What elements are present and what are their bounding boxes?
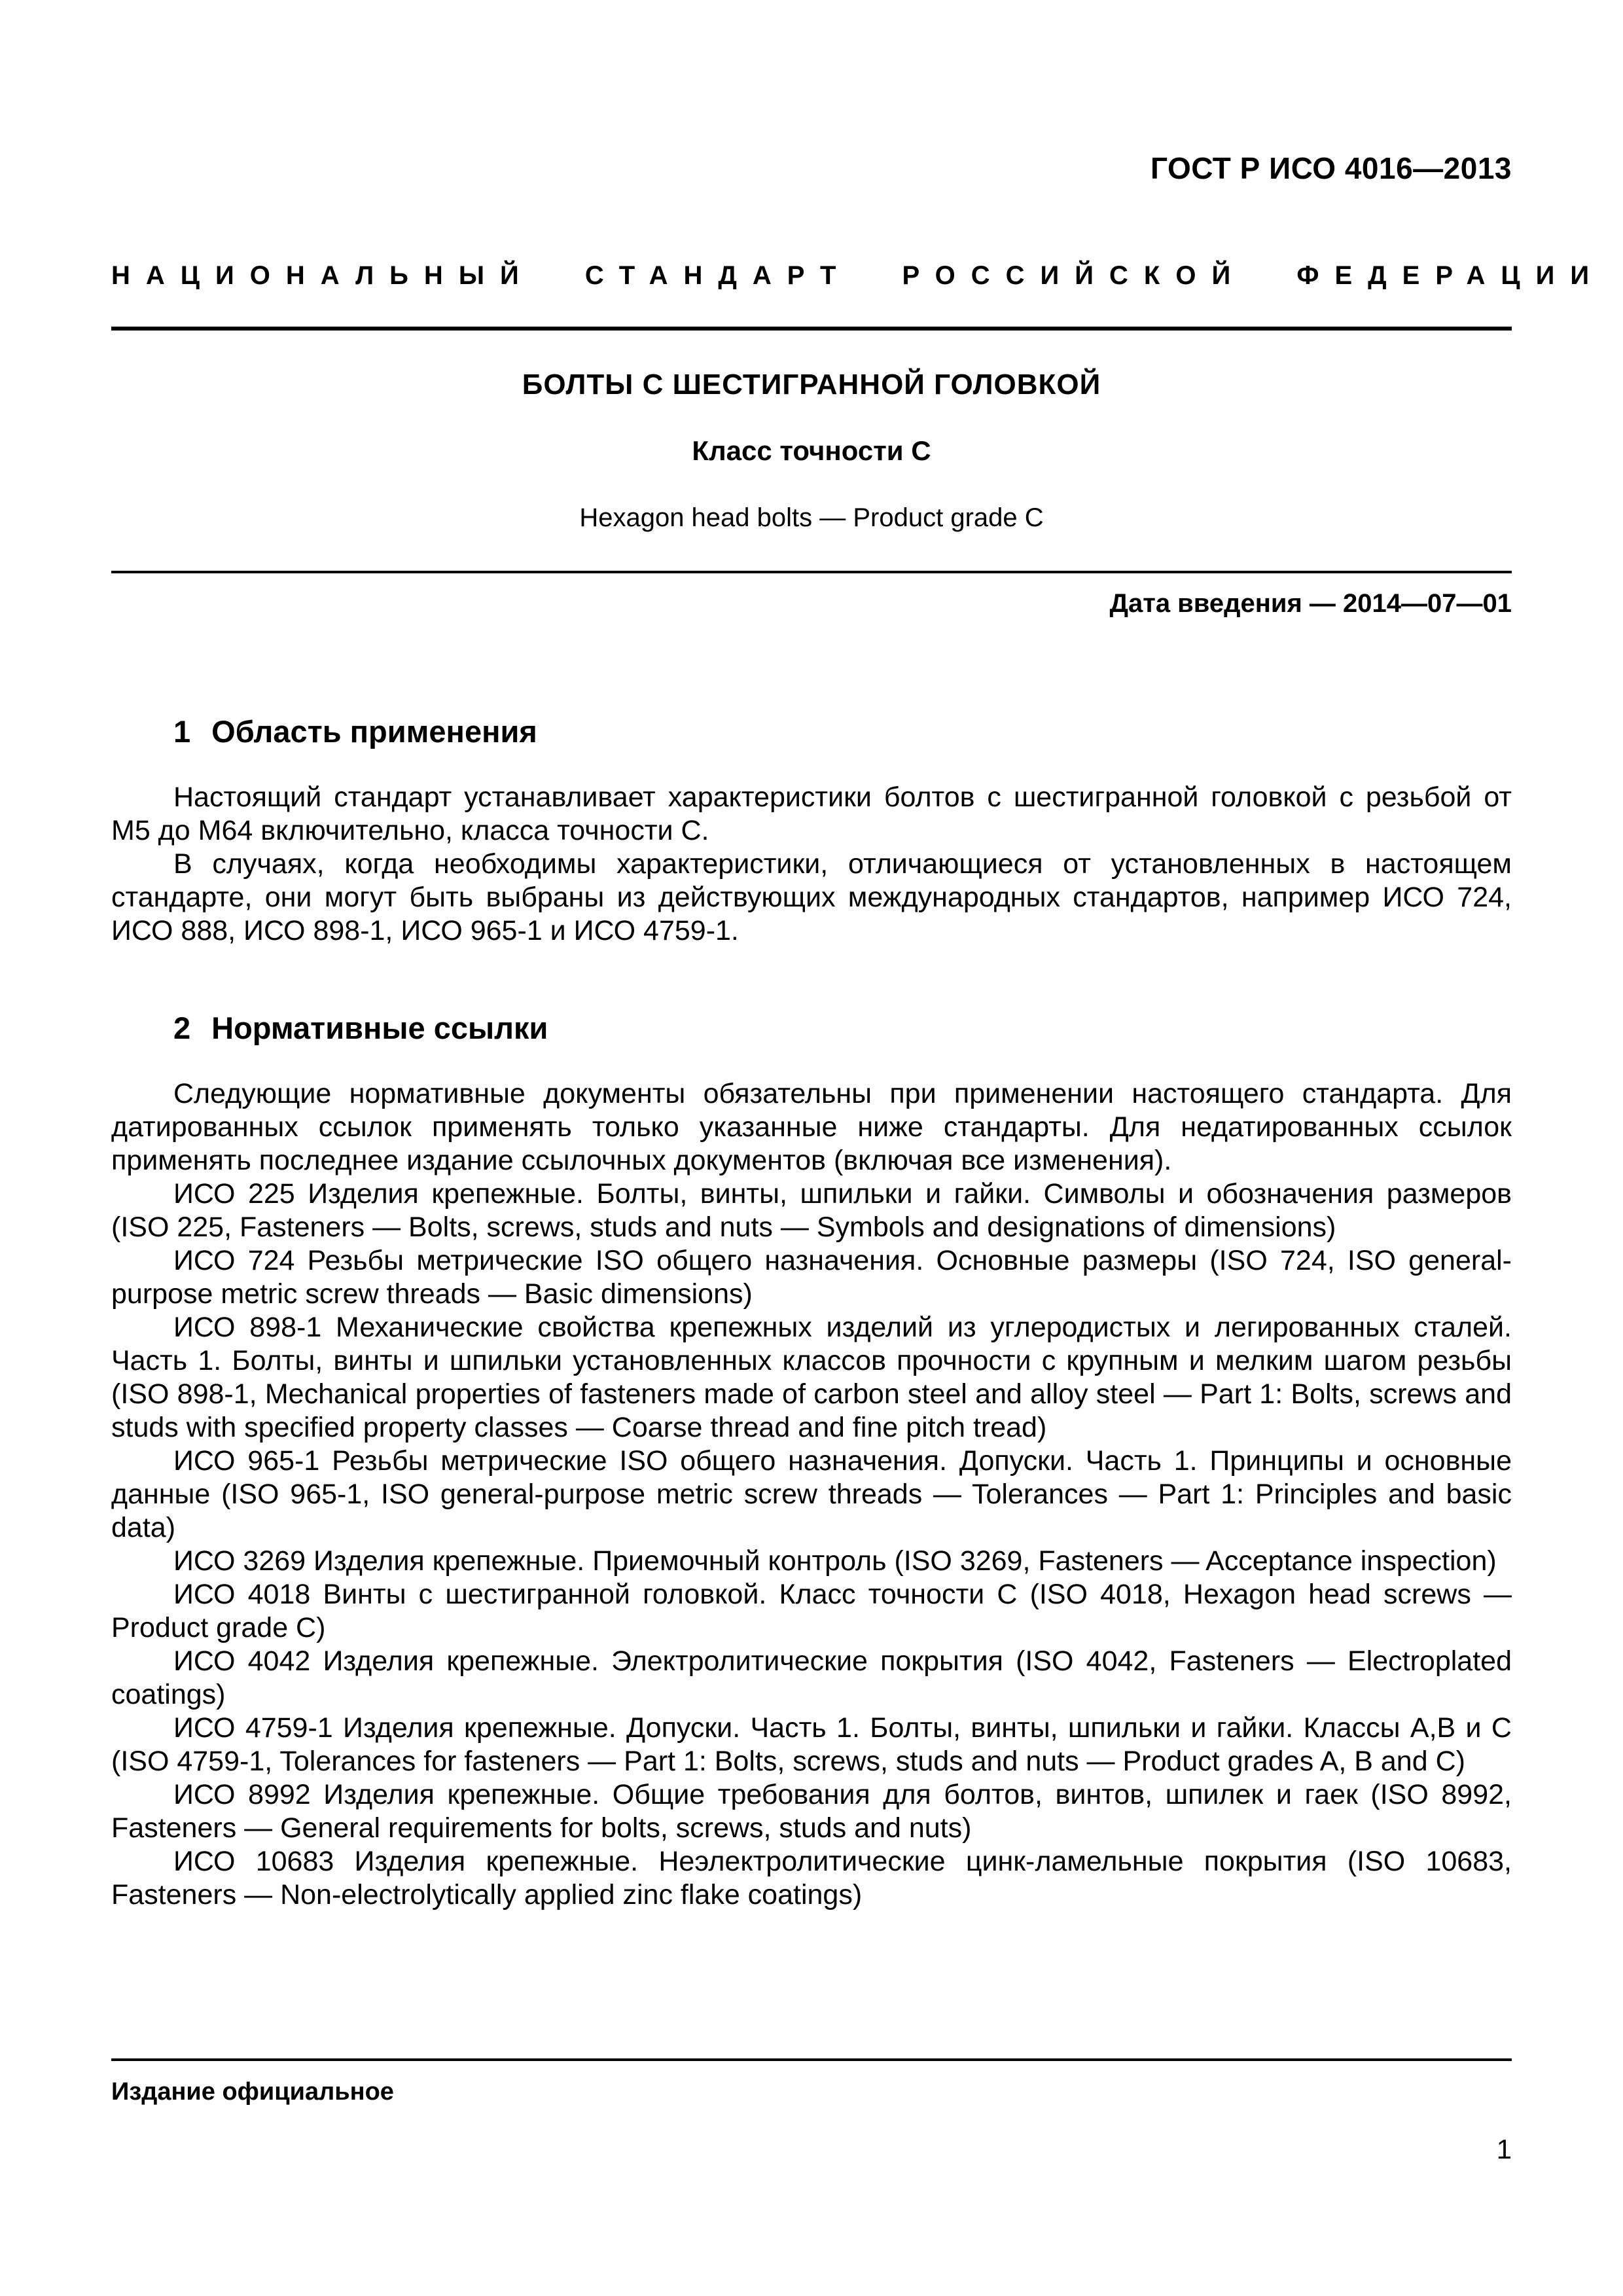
paragraph: Следующие нормативные документы обязательны при применении настоящего стандарта. Для датированных ссылок применять только указанные ниже стандарты. Для недатированных ссылок применять последнее издание ссылочных документов (включая все изменения).: [111, 1078, 1512, 1176]
reference-item: ИСО 10683 Изделия крепежные. Неэлектролитические цинк-ламельные покрытия (ISO 10683, Fasteners — Non-electrolytically applied zinc flake coatings): [111, 1846, 1512, 1910]
reference-item: ИСО 4042 Изделия крепежные. Электролитические покрытия (ISO 4042, Fasteners — Electroplated coatings): [111, 1645, 1512, 1710]
section-2-heading: [173, 1010, 1512, 1046]
document-subtitle-ru: Класс точности С: [692, 435, 931, 466]
paragraph: Настоящий стандарт устанавливает характеристики болтов с шестигранной головкой с резьбой от М5 до М64 включительно, класса точности С.: [111, 781, 1512, 846]
footer-divider: [111, 2058, 1512, 2061]
section-2-number: 2: [173, 1011, 191, 1045]
section-2-title: Нормативные ссылки: [211, 1011, 548, 1045]
paragraph: В случаях, когда необходимы характеристики, отличающиеся от установленных в настоящем стандарте, они могут быть выбраны из действующих международных стандартов, например ИСО 724, ИСО 888, ИСО 898-1, ИСО 965-1 и ИСО 4759-1.: [111, 848, 1512, 946]
section-1-heading: [173, 713, 1512, 749]
reference-item: ИСО 724 Резьбы метрические ISO общего назначения. Основные размеры (ISO 724, ISO general-purpose metric screw threads — Basic dimensions): [111, 1245, 1512, 1310]
national-standard-label: НАЦИОНАЛЬНЫЙ СТАНДАРТ РОССИЙСКОЙ ФЕДЕРАЦИИ: [111, 261, 1605, 290]
effective-date: Дата введения — 2014—07—01: [1109, 589, 1512, 618]
reference-item: ИСО 4759-1 Изделия крепежные. Допуски. Часть 1. Болты, винты, шпильки и гайки. Классы А,В и С (ISO 4759-1, Tolerances for fasteners — Part 1: Bolts, screws, studs and nuts — Product grades A, B and C): [111, 1712, 1512, 1777]
reference-item: ИСО 8992 Изделия крепежные. Общие требования для болтов, винтов, шпилек и гаек (ISO 8992, Fasteners — General requirements for bolts, screws, studs and nuts): [111, 1779, 1512, 1844]
page-number: 1: [1496, 2134, 1512, 2164]
section-1-number: 1: [173, 714, 191, 749]
document-title-ru: БОЛТЫ С ШЕСТИГРАННОЙ ГОЛОВКОЙ: [522, 368, 1101, 401]
title-divider: [111, 571, 1512, 573]
reference-item: ИСО 4018 Винты с шестигранной головкой. Класс точности С (ISO 4018, Hexagon head screws — Product grade C): [111, 1579, 1512, 1643]
document-title-en: Hexagon head bolts — Product grade C: [579, 503, 1044, 532]
section-scope: [111, 619, 1512, 948]
doc-number: ГОСТ Р ИСО 4016—2013: [1150, 151, 1512, 185]
official-edition-note: Издание официальное: [111, 2078, 394, 2106]
reference-item: ИСО 898-1 Механические свойства крепежных изделий из углеродистых и легированных сталей. Часть 1. Болты, винты и шпильки установленных классов прочности с крупным и мелким шагом резьбы (ISO 898-1, Mechanical properties of fasteners made of carbon steel and alloy steel — Part 1: Bolts, screws and studs with specified property classes — Coarse thread and fine pitch tread): [111, 1312, 1512, 1443]
header-divider: [111, 327, 1512, 331]
section-1-title: Область применения: [211, 714, 537, 749]
reference-item: ИСО 225 Изделия крепежные. Болты, винты, шпильки и гайки. Символы и обозначения размеров (ISO 225, Fasteners — Bolts, screws, studs and nuts — Symbols and designations of dimensions): [111, 1178, 1512, 1243]
reference-item: ИСО 965-1 Резьбы метрические ISO общего назначения. Допуски. Часть 1. Принципы и основные данные (ISO 965-1, ISO general-purpose metric screw threads — Tolerances — Part 1: Principles and basic data): [111, 1445, 1512, 1543]
section-normative-references: [111, 948, 1512, 1912]
page-footer: [111, 2058, 1512, 2165]
reference-item: ИСО 3269 Изделия крепежные. Приемочный контроль (ISO 3269, Fasteners — Acceptance inspection): [173, 1545, 1497, 1577]
